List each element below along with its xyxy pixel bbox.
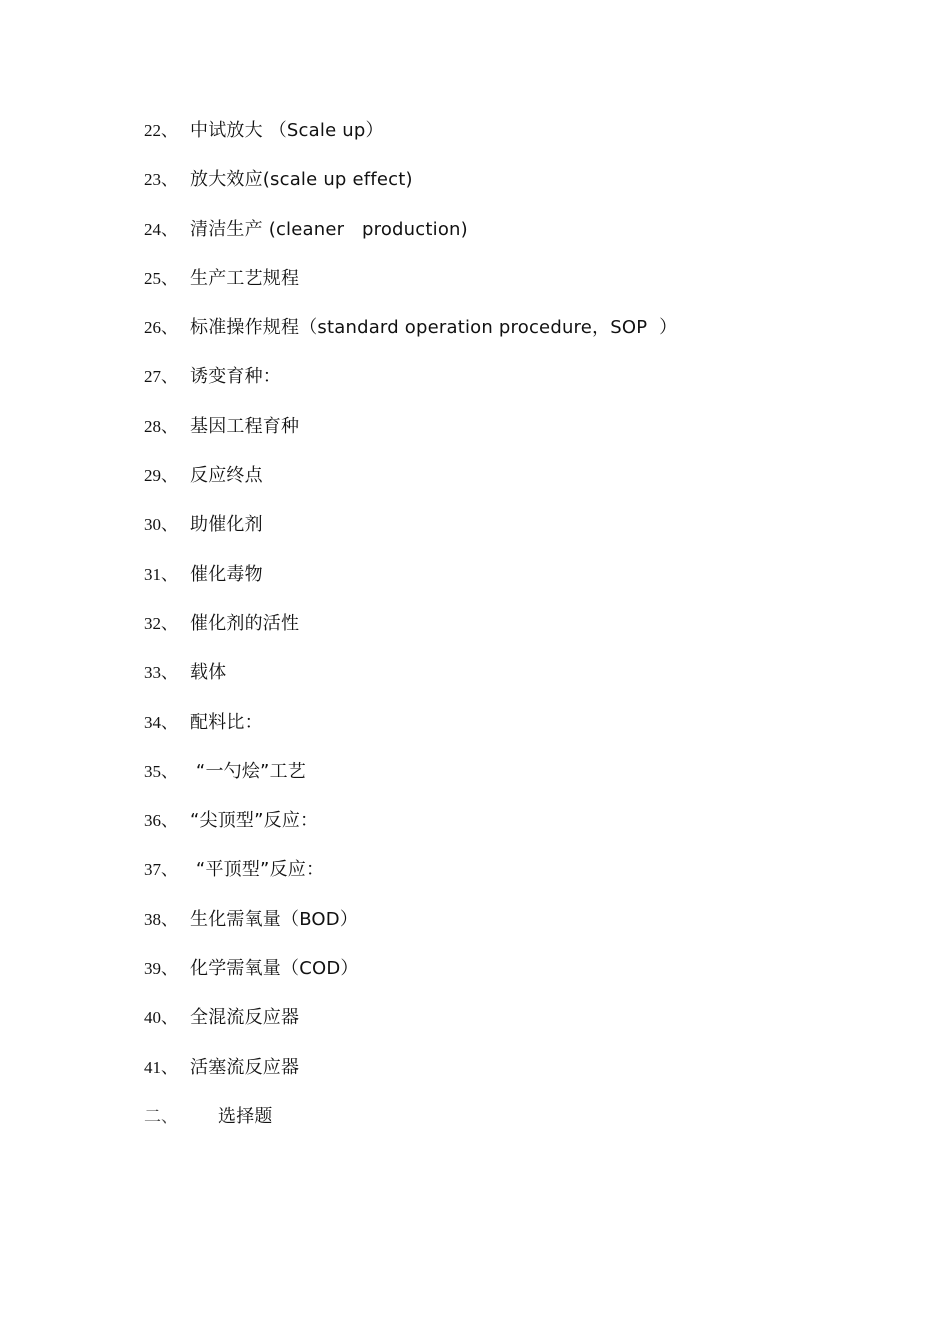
item-number: 29、 <box>144 466 178 486</box>
item-term: 生产工艺规程 <box>190 267 300 289</box>
list-item <box>144 412 904 461</box>
item-number: 25、 <box>144 268 178 288</box>
list-item <box>144 560 904 609</box>
item-term: “一勺烩”工艺 <box>190 760 306 782</box>
item-term: 活塞流反应器 <box>190 1056 300 1078</box>
list-item <box>144 1053 904 1102</box>
list-item <box>144 510 904 559</box>
item-number: 37、 <box>144 860 178 880</box>
item-number: 26、 <box>144 318 178 338</box>
list-item <box>144 165 904 214</box>
item-term: “尖顶型”反应： <box>190 810 319 832</box>
list-item <box>144 855 904 904</box>
item-term: 放大效应(scale up effect) <box>190 169 413 191</box>
item-term: “平顶型”反应： <box>190 859 325 881</box>
list-item <box>144 461 904 510</box>
list-item <box>144 905 904 954</box>
list-item <box>144 116 904 165</box>
list-item <box>144 215 904 264</box>
item-term: 催化剂的活性 <box>190 612 300 634</box>
item-number: 31、 <box>144 564 178 584</box>
item-term: 诱变育种： <box>190 366 281 388</box>
item-number: 24、 <box>144 219 178 239</box>
list-item <box>144 264 904 313</box>
item-term: 全混流反应器 <box>190 1007 300 1029</box>
item-number: 30、 <box>144 515 178 535</box>
item-term: 生化需氧量（BOD） <box>190 908 359 930</box>
item-number: 38、 <box>144 909 178 929</box>
list-item <box>144 708 904 757</box>
item-term: 化学需氧量（COD） <box>190 958 359 980</box>
item-number: 36、 <box>144 811 178 831</box>
list-item <box>144 658 904 707</box>
section-heading <box>144 1102 904 1142</box>
item-number: 28、 <box>144 416 178 436</box>
item-term: 催化毒物 <box>190 563 263 585</box>
list-item <box>144 362 904 411</box>
item-term: 基因工程育种 <box>190 415 300 437</box>
list-item <box>144 806 904 855</box>
item-number: 27、 <box>144 367 178 387</box>
list-item <box>144 757 904 806</box>
list-item <box>144 1003 904 1052</box>
item-number: 32、 <box>144 613 178 633</box>
item-term: 载体 <box>190 662 227 684</box>
item-number: 33、 <box>144 663 178 683</box>
item-number: 23、 <box>144 170 178 190</box>
list-item <box>144 313 904 362</box>
item-term: 清洁生产 (cleaner production) <box>190 218 468 240</box>
item-number: 39、 <box>144 959 178 979</box>
term-list <box>144 116 904 1142</box>
item-term: 反应终点 <box>190 465 263 487</box>
list-item <box>144 609 904 658</box>
item-term: 助催化剂 <box>190 514 263 536</box>
item-number: 40、 <box>144 1008 178 1028</box>
item-term: 标准操作规程（standard operation procedure，SOP ） <box>190 317 678 339</box>
item-number: 41、 <box>144 1057 178 1077</box>
item-number: 22、 <box>144 121 178 140</box>
section-title: 选择题 <box>218 1105 273 1127</box>
section-number: 二、 <box>144 1106 178 1127</box>
item-term: 配料比： <box>190 711 263 733</box>
item-number: 34、 <box>144 712 178 732</box>
item-term: 中试放大 （Scale up） <box>190 120 384 141</box>
item-number: 35、 <box>144 761 178 781</box>
list-item <box>144 954 904 1003</box>
